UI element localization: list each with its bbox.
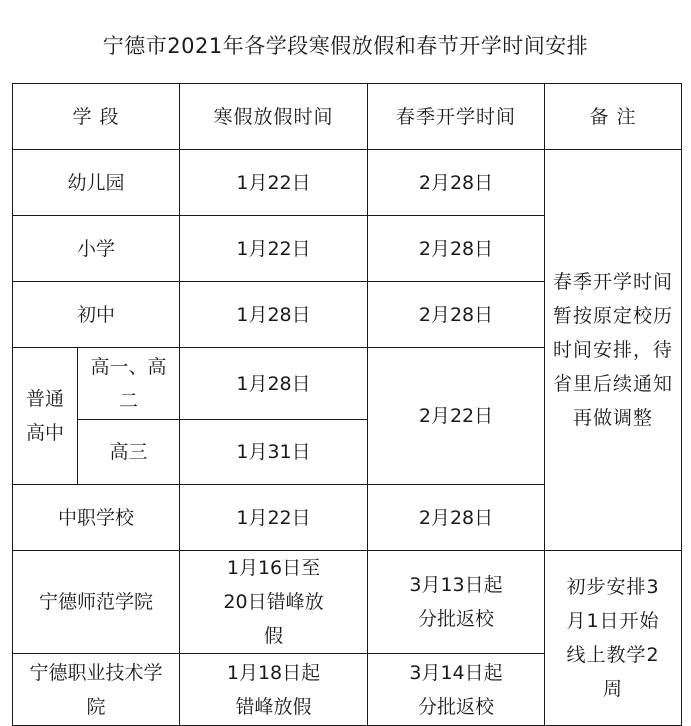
stage-cell: 幼儿园 — [13, 150, 180, 216]
page-title: 宁德市2021年各学段寒假放假和春节开学时间安排 — [102, 34, 589, 58]
winter-break-cell: 1月28日 — [180, 348, 368, 420]
winter-break-cell: 1月22日 — [180, 216, 368, 282]
winter-break-cell: 1月18日起错峰放假 — [180, 654, 368, 726]
table-row — [13, 150, 682, 216]
table-row — [13, 551, 682, 654]
spring-start-cell: 3月13日起分批返校 — [368, 551, 545, 654]
spring-start-cell: 2月28日 — [368, 282, 545, 348]
winter-break-cell: 1月22日 — [180, 485, 368, 551]
stage-cell: 初中 — [13, 282, 180, 348]
header-row — [13, 84, 682, 150]
spring-start-cell: 2月22日 — [368, 348, 545, 485]
notes-cell-college: 初步安排3月1日开始线上教学2周 — [545, 551, 682, 726]
stage-cell: 高三 — [78, 420, 180, 485]
header-notes: 备 注 — [545, 84, 682, 150]
header-stage: 学 段 — [13, 84, 180, 150]
stage-cell: 高一、高二 — [78, 348, 180, 420]
stage-cell: 中职学校 — [13, 485, 180, 551]
header-winter-break: 寒假放假时间 — [180, 84, 368, 150]
stage-group-cell: 普通高中 — [13, 348, 78, 485]
stage-cell: 宁德师范学院 — [13, 551, 180, 654]
winter-break-cell: 1月22日 — [180, 150, 368, 216]
winter-break-cell: 1月31日 — [180, 420, 368, 485]
winter-break-cell: 1月16日至20日错峰放假 — [180, 551, 368, 654]
spring-start-cell: 3月14日起分批返校 — [368, 654, 545, 726]
spring-start-cell: 2月28日 — [368, 150, 545, 216]
spring-start-cell: 2月28日 — [368, 216, 545, 282]
header-spring-start: 春季开学时间 — [368, 84, 545, 150]
notes-cell-k12: 春季开学时间暂按原定校历时间安排，待省里后续通知再做调整 — [545, 150, 682, 551]
spring-start-cell: 2月28日 — [368, 485, 545, 551]
stage-cell: 宁德职业技术学院 — [13, 654, 180, 726]
schedule-table — [12, 83, 682, 726]
winter-break-cell: 1月28日 — [180, 282, 368, 348]
stage-cell: 小学 — [13, 216, 180, 282]
